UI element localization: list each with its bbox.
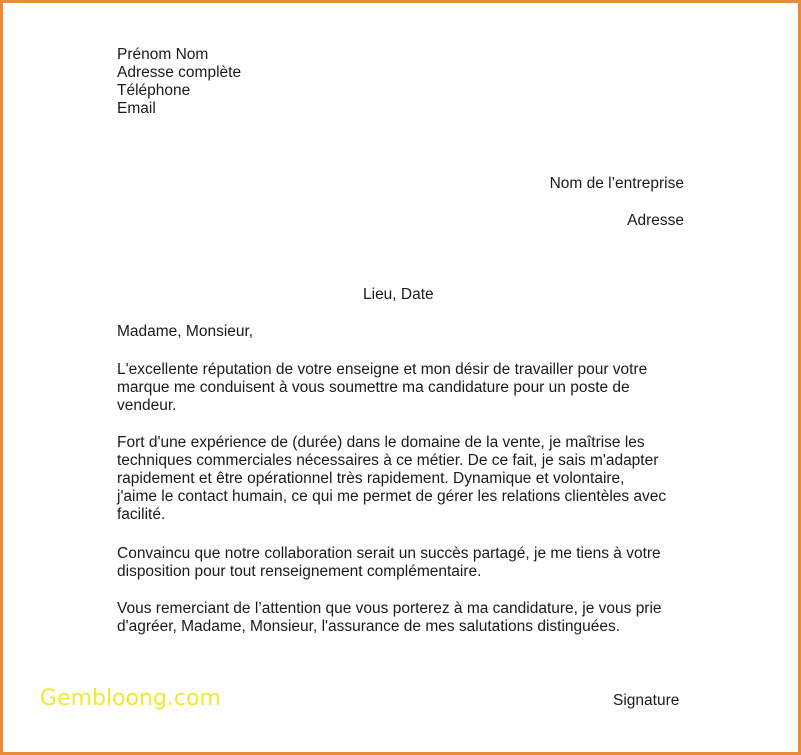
paragraph-line: Convaincu que notre collaboration serait un succès partagé, je me tiens à votre: [117, 545, 661, 562]
paragraph-1: [117, 361, 647, 415]
paragraph-line: Vous remerciant de l’attention que vous porterez à ma candidature, je vous prie: [117, 600, 662, 617]
paragraph-4: [117, 600, 662, 636]
sender-email: Email: [117, 100, 156, 117]
paragraph-line: facilité.: [117, 506, 166, 523]
watermark-text: Gembloong.com: [40, 686, 221, 711]
sender-address: Adresse complète: [117, 64, 242, 81]
sender-phone: Téléphone: [117, 82, 191, 99]
paragraph-line: L'excellente réputation de votre enseigne et mon désir de travailler pour votre: [117, 361, 648, 378]
sender-name: Prénom Nom: [117, 46, 209, 63]
paragraph-line: vendeur.: [117, 397, 177, 414]
recipient-address: Adresse: [627, 212, 684, 229]
place-date: Lieu, Date: [363, 286, 434, 303]
paragraph-line: rapidement et être opérationnel très rapidement. Dynamique et volontaire,: [117, 470, 625, 487]
paragraph-line: d'agréer, Madame, Monsieur, l'assurance de mes salutations distinguées.: [117, 618, 621, 635]
salutation: Madame, Monsieur,: [117, 323, 254, 340]
paragraph-line: disposition pour tout renseignement complémentaire.: [117, 563, 482, 580]
paragraph-line: marque me conduisent à vous soumettre ma candidature pour un poste de: [117, 379, 630, 396]
paragraph-2: [117, 434, 666, 524]
paragraph-3: [117, 545, 661, 581]
recipient-company: Nom de l’entreprise: [549, 175, 684, 192]
signature: Signature: [613, 692, 680, 709]
paragraph-line: techniques commerciales nécessaires à ce métier. De ce fait, je sais m'adapter: [117, 452, 659, 469]
paragraph-line: Fort d'une expérience de (durée) dans le domaine de la vente, je maîtrise les: [117, 434, 645, 451]
sender-block: [117, 46, 241, 118]
paragraph-line: j'aime le contact humain, ce qui me permet de gérer les relations clientèles avec: [117, 488, 667, 505]
